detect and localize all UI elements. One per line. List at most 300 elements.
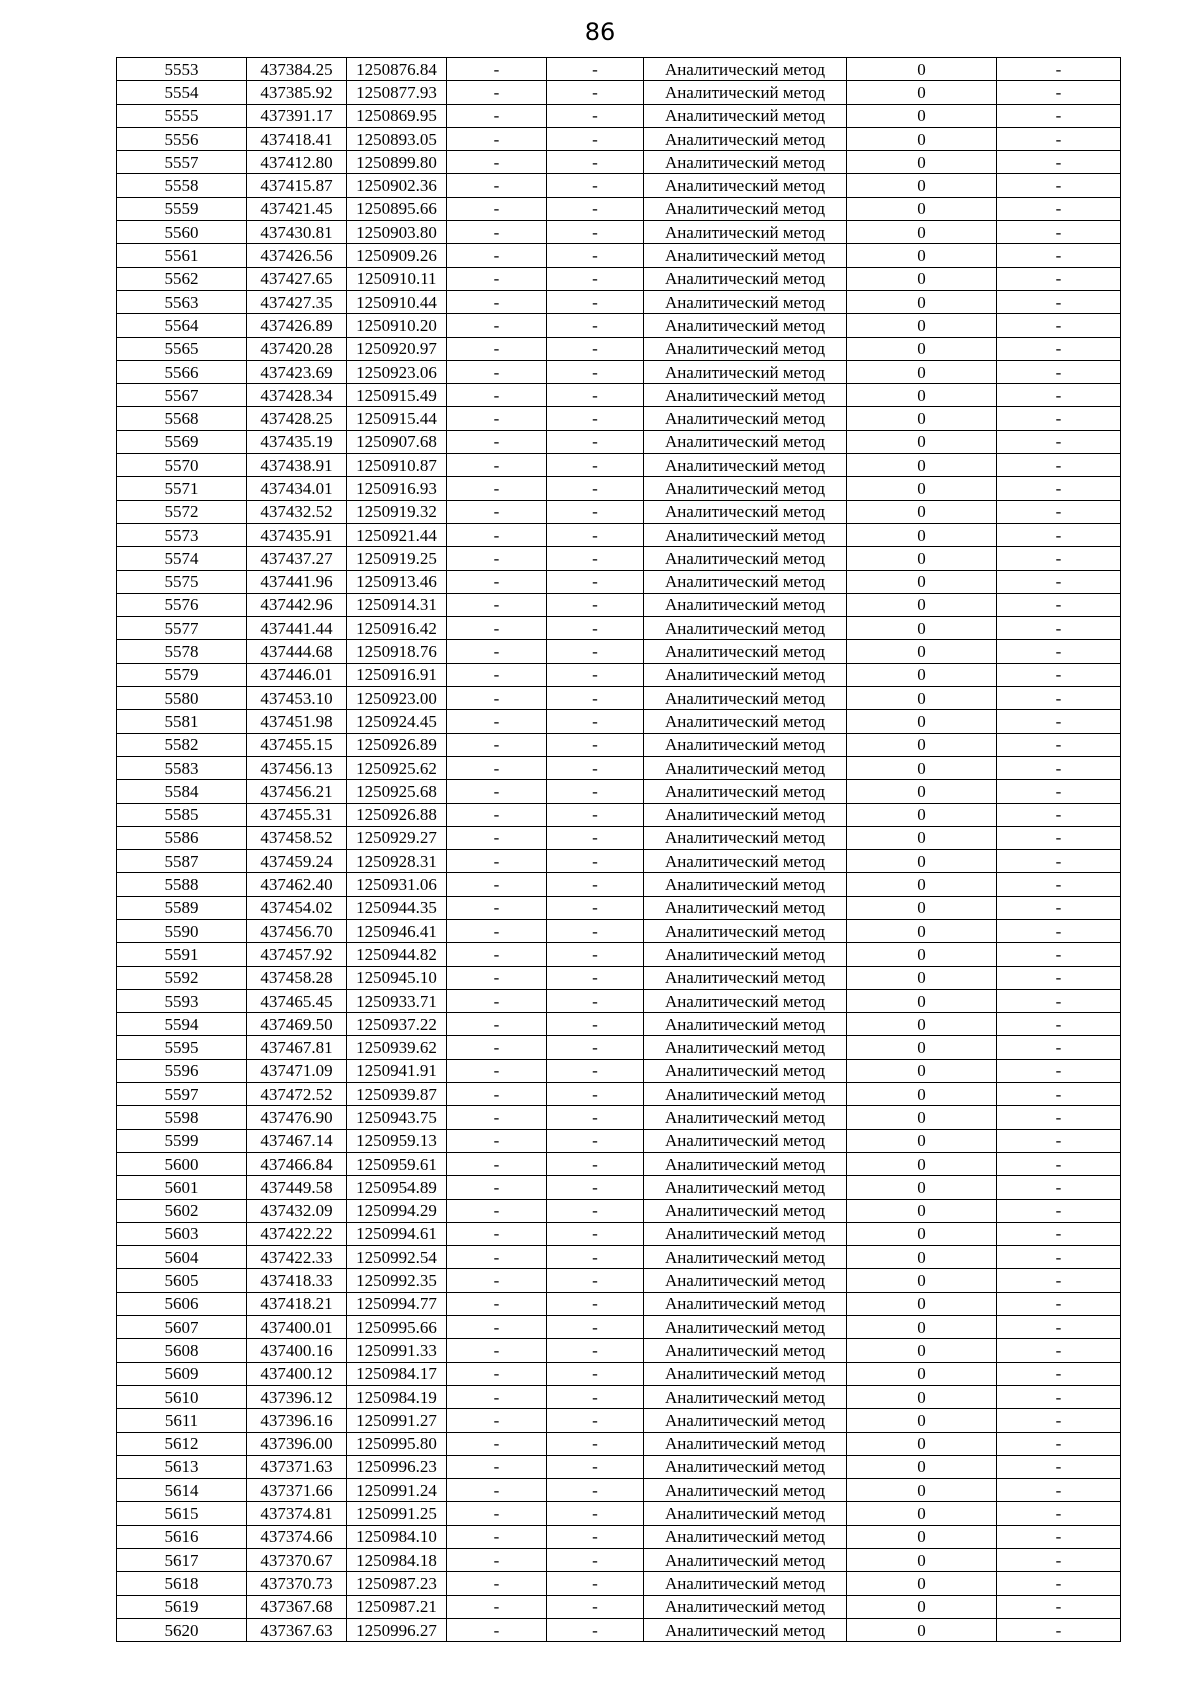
y-coordinate: 1250984.19 <box>347 1385 447 1408</box>
table-row <box>117 360 1121 383</box>
dash-cell-3: - <box>997 1339 1121 1362</box>
dash-cell-1: - <box>447 1083 547 1106</box>
dash-cell-2: - <box>547 1549 644 1572</box>
method-cell: Аналитический метод <box>644 989 847 1012</box>
dash-cell-2: - <box>547 1455 644 1478</box>
method-cell: Аналитический метод <box>644 58 847 81</box>
dash-cell-2: - <box>547 1176 644 1199</box>
method-cell: Аналитический метод <box>644 663 847 686</box>
error-value: 0 <box>847 1502 997 1525</box>
table-row <box>117 1083 1121 1106</box>
y-coordinate: 1250915.44 <box>347 407 447 430</box>
point-number: 5566 <box>117 360 247 383</box>
dash-cell-1: - <box>447 81 547 104</box>
point-number: 5598 <box>117 1106 247 1129</box>
error-value: 0 <box>847 104 997 127</box>
method-cell: Аналитический метод <box>644 221 847 244</box>
x-coordinate: 437465.45 <box>247 989 347 1012</box>
error-value: 0 <box>847 1362 997 1385</box>
dash-cell-3: - <box>997 1246 1121 1269</box>
error-value: 0 <box>847 873 997 896</box>
method-cell: Аналитический метод <box>644 966 847 989</box>
point-number: 5610 <box>117 1385 247 1408</box>
y-coordinate: 1250923.06 <box>347 360 447 383</box>
point-number: 5569 <box>117 430 247 453</box>
x-coordinate: 437456.13 <box>247 756 347 779</box>
table-row <box>117 780 1121 803</box>
error-value: 0 <box>847 407 997 430</box>
y-coordinate: 1250919.32 <box>347 500 447 523</box>
y-coordinate: 1250937.22 <box>347 1013 447 1036</box>
dash-cell-2: - <box>547 780 644 803</box>
x-coordinate: 437415.87 <box>247 174 347 197</box>
dash-cell-1: - <box>447 174 547 197</box>
dash-cell-1: - <box>447 337 547 360</box>
table-row <box>117 547 1121 570</box>
dash-cell-3: - <box>997 710 1121 733</box>
y-coordinate: 1250916.42 <box>347 617 447 640</box>
method-cell: Аналитический метод <box>644 197 847 220</box>
x-coordinate: 437456.70 <box>247 919 347 942</box>
y-coordinate: 1250910.87 <box>347 454 447 477</box>
dash-cell-1: - <box>447 756 547 779</box>
dash-cell-2: - <box>547 640 644 663</box>
x-coordinate: 437396.12 <box>247 1385 347 1408</box>
dash-cell-3: - <box>997 966 1121 989</box>
x-coordinate: 437455.15 <box>247 733 347 756</box>
dash-cell-3: - <box>997 547 1121 570</box>
dash-cell-1: - <box>447 1036 547 1059</box>
x-coordinate: 437456.21 <box>247 780 347 803</box>
method-cell: Аналитический метод <box>644 1595 847 1618</box>
error-value: 0 <box>847 943 997 966</box>
y-coordinate: 1250910.20 <box>347 314 447 337</box>
point-number: 5617 <box>117 1549 247 1572</box>
coordinates-table <box>116 57 1121 1642</box>
dash-cell-2: - <box>547 477 644 500</box>
point-number: 5581 <box>117 710 247 733</box>
table-row <box>117 873 1121 896</box>
dash-cell-2: - <box>547 1222 644 1245</box>
table-row <box>117 244 1121 267</box>
dash-cell-2: - <box>547 593 644 616</box>
method-cell: Аналитический метод <box>644 267 847 290</box>
dash-cell-1: - <box>447 1199 547 1222</box>
table-row <box>117 1339 1121 1362</box>
dash-cell-2: - <box>547 174 644 197</box>
x-coordinate: 437444.68 <box>247 640 347 663</box>
method-cell: Аналитический метод <box>644 1572 847 1595</box>
table-row <box>117 1432 1121 1455</box>
x-coordinate: 437446.01 <box>247 663 347 686</box>
method-cell: Аналитический метод <box>644 290 847 313</box>
x-coordinate: 437432.52 <box>247 500 347 523</box>
point-number: 5573 <box>117 523 247 546</box>
method-cell: Аналитический метод <box>644 756 847 779</box>
x-coordinate: 437441.44 <box>247 617 347 640</box>
table-row <box>117 1152 1121 1175</box>
dash-cell-3: - <box>997 593 1121 616</box>
x-coordinate: 437435.91 <box>247 523 347 546</box>
x-coordinate: 437427.35 <box>247 290 347 313</box>
x-coordinate: 437428.34 <box>247 384 347 407</box>
table-row <box>117 127 1121 150</box>
point-number: 5613 <box>117 1455 247 1478</box>
dash-cell-3: - <box>997 1618 1121 1641</box>
error-value: 0 <box>847 733 997 756</box>
y-coordinate: 1250939.87 <box>347 1083 447 1106</box>
point-number: 5583 <box>117 756 247 779</box>
dash-cell-2: - <box>547 919 644 942</box>
dash-cell-1: - <box>447 151 547 174</box>
point-number: 5571 <box>117 477 247 500</box>
dash-cell-3: - <box>997 989 1121 1012</box>
dash-cell-1: - <box>447 360 547 383</box>
table-row <box>117 1502 1121 1525</box>
dash-cell-3: - <box>997 1502 1121 1525</box>
x-coordinate: 437476.90 <box>247 1106 347 1129</box>
dash-cell-2: - <box>547 1083 644 1106</box>
point-number: 5574 <box>117 547 247 570</box>
x-coordinate: 437430.81 <box>247 221 347 244</box>
point-number: 5565 <box>117 337 247 360</box>
dash-cell-2: - <box>547 1362 644 1385</box>
dash-cell-1: - <box>447 1595 547 1618</box>
dash-cell-1: - <box>447 1549 547 1572</box>
point-number: 5603 <box>117 1222 247 1245</box>
method-cell: Аналитический метод <box>644 314 847 337</box>
x-coordinate: 437437.27 <box>247 547 347 570</box>
error-value: 0 <box>847 826 997 849</box>
dash-cell-2: - <box>547 407 644 430</box>
point-number: 5553 <box>117 58 247 81</box>
point-number: 5612 <box>117 1432 247 1455</box>
x-coordinate: 437391.17 <box>247 104 347 127</box>
method-cell: Аналитический метод <box>644 384 847 407</box>
point-number: 5597 <box>117 1083 247 1106</box>
dash-cell-3: - <box>997 873 1121 896</box>
table-row <box>117 174 1121 197</box>
table-row <box>117 221 1121 244</box>
x-coordinate: 437467.81 <box>247 1036 347 1059</box>
y-coordinate: 1250916.93 <box>347 477 447 500</box>
error-value: 0 <box>847 1269 997 1292</box>
dash-cell-1: - <box>447 407 547 430</box>
dash-cell-2: - <box>547 826 644 849</box>
dash-cell-2: - <box>547 617 644 640</box>
dash-cell-1: - <box>447 1059 547 1082</box>
y-coordinate: 1250984.17 <box>347 1362 447 1385</box>
point-number: 5592 <box>117 966 247 989</box>
dash-cell-1: - <box>447 221 547 244</box>
y-coordinate: 1250915.49 <box>347 384 447 407</box>
y-coordinate: 1250959.61 <box>347 1152 447 1175</box>
dash-cell-2: - <box>547 104 644 127</box>
error-value: 0 <box>847 547 997 570</box>
dash-cell-2: - <box>547 1013 644 1036</box>
y-coordinate: 1250994.29 <box>347 1199 447 1222</box>
dash-cell-1: - <box>447 1409 547 1432</box>
y-coordinate: 1250920.97 <box>347 337 447 360</box>
x-coordinate: 437435.19 <box>247 430 347 453</box>
table-row <box>117 966 1121 989</box>
method-cell: Аналитический метод <box>644 523 847 546</box>
y-coordinate: 1250877.93 <box>347 81 447 104</box>
dash-cell-1: - <box>447 1269 547 1292</box>
table-row <box>117 687 1121 710</box>
point-number: 5561 <box>117 244 247 267</box>
method-cell: Аналитический метод <box>644 780 847 803</box>
error-value: 0 <box>847 850 997 873</box>
method-cell: Аналитический метод <box>644 710 847 733</box>
dash-cell-2: - <box>547 1618 644 1641</box>
dash-cell-1: - <box>447 384 547 407</box>
error-value: 0 <box>847 1083 997 1106</box>
dash-cell-3: - <box>997 360 1121 383</box>
dash-cell-2: - <box>547 1339 644 1362</box>
x-coordinate: 437472.52 <box>247 1083 347 1106</box>
method-cell: Аналитический метод <box>644 1409 847 1432</box>
table-row <box>117 593 1121 616</box>
dash-cell-1: - <box>447 850 547 873</box>
dash-cell-1: - <box>447 687 547 710</box>
point-number: 5606 <box>117 1292 247 1315</box>
table-row <box>117 407 1121 430</box>
dash-cell-3: - <box>997 1479 1121 1502</box>
dash-cell-3: - <box>997 1152 1121 1175</box>
error-value: 0 <box>847 197 997 220</box>
table-row <box>117 640 1121 663</box>
dash-cell-2: - <box>547 314 644 337</box>
dash-cell-2: - <box>547 430 644 453</box>
table-row <box>117 500 1121 523</box>
dash-cell-3: - <box>997 104 1121 127</box>
dash-cell-3: - <box>997 384 1121 407</box>
x-coordinate: 437427.65 <box>247 267 347 290</box>
y-coordinate: 1250926.88 <box>347 803 447 826</box>
dash-cell-2: - <box>547 547 644 570</box>
dash-cell-2: - <box>547 850 644 873</box>
table-row <box>117 1013 1121 1036</box>
table-row <box>117 850 1121 873</box>
method-cell: Аналитический метод <box>644 733 847 756</box>
dash-cell-3: - <box>997 1362 1121 1385</box>
error-value: 0 <box>847 1316 997 1339</box>
table-row <box>117 1572 1121 1595</box>
method-cell: Аналитический метод <box>644 593 847 616</box>
table-row <box>117 826 1121 849</box>
method-cell: Аналитический метод <box>644 407 847 430</box>
dash-cell-1: - <box>447 919 547 942</box>
dash-cell-2: - <box>547 756 644 779</box>
x-coordinate: 437422.33 <box>247 1246 347 1269</box>
table-row <box>117 617 1121 640</box>
point-number: 5577 <box>117 617 247 640</box>
x-coordinate: 437432.09 <box>247 1199 347 1222</box>
error-value: 0 <box>847 1339 997 1362</box>
y-coordinate: 1250939.62 <box>347 1036 447 1059</box>
point-number: 5601 <box>117 1176 247 1199</box>
x-coordinate: 437434.01 <box>247 477 347 500</box>
x-coordinate: 437453.10 <box>247 687 347 710</box>
x-coordinate: 437371.66 <box>247 1479 347 1502</box>
y-coordinate: 1250987.21 <box>347 1595 447 1618</box>
x-coordinate: 437418.21 <box>247 1292 347 1315</box>
method-cell: Аналитический метод <box>644 570 847 593</box>
dash-cell-1: - <box>447 803 547 826</box>
dash-cell-1: - <box>447 267 547 290</box>
point-number: 5594 <box>117 1013 247 1036</box>
dash-cell-2: - <box>547 384 644 407</box>
y-coordinate: 1250994.77 <box>347 1292 447 1315</box>
point-number: 5562 <box>117 267 247 290</box>
dash-cell-2: - <box>547 687 644 710</box>
dash-cell-1: - <box>447 1572 547 1595</box>
table-row <box>117 1199 1121 1222</box>
point-number: 5605 <box>117 1269 247 1292</box>
y-coordinate: 1250954.89 <box>347 1176 447 1199</box>
error-value: 0 <box>847 151 997 174</box>
point-number: 5576 <box>117 593 247 616</box>
method-cell: Аналитический метод <box>644 1316 847 1339</box>
error-value: 0 <box>847 290 997 313</box>
x-coordinate: 437442.96 <box>247 593 347 616</box>
error-value: 0 <box>847 174 997 197</box>
table-row <box>117 151 1121 174</box>
table-row <box>117 663 1121 686</box>
dash-cell-3: - <box>997 896 1121 919</box>
table-row <box>117 290 1121 313</box>
method-cell: Аналитический метод <box>644 430 847 453</box>
method-cell: Аналитический метод <box>644 803 847 826</box>
error-value: 0 <box>847 803 997 826</box>
dash-cell-1: - <box>447 640 547 663</box>
method-cell: Аналитический метод <box>644 1292 847 1315</box>
dash-cell-1: - <box>447 896 547 919</box>
x-coordinate: 437400.01 <box>247 1316 347 1339</box>
table-row <box>117 1246 1121 1269</box>
method-cell: Аналитический метод <box>644 1549 847 1572</box>
x-coordinate: 437467.14 <box>247 1129 347 1152</box>
error-value: 0 <box>847 1409 997 1432</box>
x-coordinate: 437426.89 <box>247 314 347 337</box>
error-value: 0 <box>847 780 997 803</box>
dash-cell-1: - <box>447 1013 547 1036</box>
dash-cell-3: - <box>997 1013 1121 1036</box>
dash-cell-3: - <box>997 58 1121 81</box>
point-number: 5604 <box>117 1246 247 1269</box>
point-number: 5584 <box>117 780 247 803</box>
table-row <box>117 1316 1121 1339</box>
dash-cell-2: - <box>547 896 644 919</box>
dash-cell-2: - <box>547 1129 644 1152</box>
error-value: 0 <box>847 687 997 710</box>
dash-cell-1: - <box>447 1432 547 1455</box>
table-row <box>117 337 1121 360</box>
point-number: 5618 <box>117 1572 247 1595</box>
dash-cell-3: - <box>997 733 1121 756</box>
y-coordinate: 1250925.68 <box>347 780 447 803</box>
x-coordinate: 437458.52 <box>247 826 347 849</box>
method-cell: Аналитический метод <box>644 547 847 570</box>
method-cell: Аналитический метод <box>644 1199 847 1222</box>
table-row <box>117 1549 1121 1572</box>
y-coordinate: 1250919.25 <box>347 547 447 570</box>
dash-cell-3: - <box>997 1595 1121 1618</box>
dash-cell-3: - <box>997 523 1121 546</box>
table-row <box>117 756 1121 779</box>
dash-cell-1: - <box>447 477 547 500</box>
dash-cell-2: - <box>547 1246 644 1269</box>
x-coordinate: 437420.28 <box>247 337 347 360</box>
dash-cell-2: - <box>547 1385 644 1408</box>
dash-cell-2: - <box>547 500 644 523</box>
error-value: 0 <box>847 640 997 663</box>
dash-cell-2: - <box>547 1292 644 1315</box>
method-cell: Аналитический метод <box>644 1059 847 1082</box>
error-value: 0 <box>847 221 997 244</box>
method-cell: Аналитический метод <box>644 1176 847 1199</box>
error-value: 0 <box>847 756 997 779</box>
error-value: 0 <box>847 314 997 337</box>
point-number: 5600 <box>117 1152 247 1175</box>
point-number: 5590 <box>117 919 247 942</box>
table-row <box>117 989 1121 1012</box>
table-row <box>117 1385 1121 1408</box>
point-number: 5563 <box>117 290 247 313</box>
method-cell: Аналитический метод <box>644 81 847 104</box>
method-cell: Аналитический метод <box>644 500 847 523</box>
dash-cell-3: - <box>997 1316 1121 1339</box>
point-number: 5557 <box>117 151 247 174</box>
table-row <box>117 1176 1121 1199</box>
dash-cell-3: - <box>997 1409 1121 1432</box>
point-number: 5611 <box>117 1409 247 1432</box>
table-row <box>117 1409 1121 1432</box>
dash-cell-2: - <box>547 710 644 733</box>
x-coordinate: 437471.09 <box>247 1059 347 1082</box>
table-row <box>117 1129 1121 1152</box>
y-coordinate: 1250944.82 <box>347 943 447 966</box>
dash-cell-2: - <box>547 733 644 756</box>
error-value: 0 <box>847 1455 997 1478</box>
y-coordinate: 1250996.27 <box>347 1618 447 1641</box>
dash-cell-2: - <box>547 221 644 244</box>
x-coordinate: 437455.31 <box>247 803 347 826</box>
point-number: 5580 <box>117 687 247 710</box>
dash-cell-1: - <box>447 1618 547 1641</box>
y-coordinate: 1250991.25 <box>347 1502 447 1525</box>
point-number: 5554 <box>117 81 247 104</box>
dash-cell-1: - <box>447 1479 547 1502</box>
dash-cell-3: - <box>997 267 1121 290</box>
dash-cell-3: - <box>997 221 1121 244</box>
dash-cell-3: - <box>997 943 1121 966</box>
error-value: 0 <box>847 267 997 290</box>
dash-cell-2: - <box>547 1502 644 1525</box>
dash-cell-1: - <box>447 1502 547 1525</box>
dash-cell-1: - <box>447 244 547 267</box>
table-row <box>117 1292 1121 1315</box>
method-cell: Аналитический метод <box>644 850 847 873</box>
x-coordinate: 437428.25 <box>247 407 347 430</box>
dash-cell-3: - <box>997 1083 1121 1106</box>
error-value: 0 <box>847 1013 997 1036</box>
dash-cell-3: - <box>997 314 1121 337</box>
x-coordinate: 437371.63 <box>247 1455 347 1478</box>
method-cell: Аналитический метод <box>644 1152 847 1175</box>
table-row <box>117 314 1121 337</box>
